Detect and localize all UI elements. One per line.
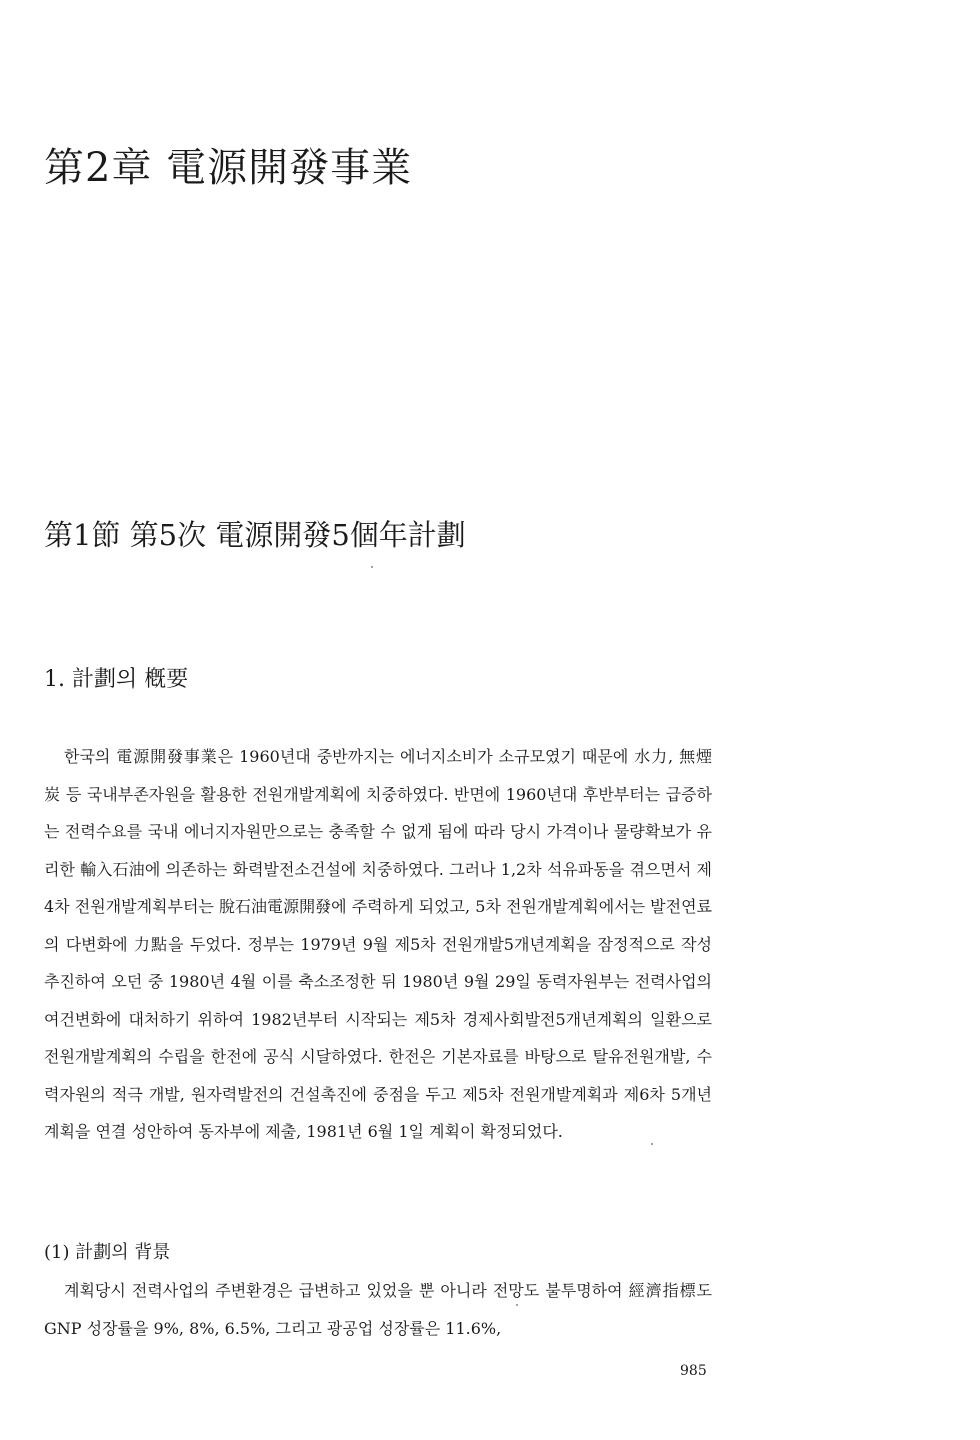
subsection-title: 1. 計劃의 槪要 bbox=[44, 667, 189, 692]
chapter-title: 第2章 電源開發事業 bbox=[44, 145, 413, 191]
scan-speck bbox=[371, 566, 373, 568]
section-title: 第1節 第5次 電源開發5個年計劃 bbox=[44, 518, 466, 552]
page-number: 985 bbox=[680, 1363, 707, 1379]
scan-speck bbox=[516, 1304, 518, 1306]
background-paragraph: 계획당시 전력사업의 주변환경은 급변하고 있었을 뿐 아니라 전망도 불투명하여 經濟指標도 GNP 성장률을 9%, 8%, 6.5%, 그리고 광공업 성장률은 11.6%, bbox=[44, 1281, 712, 1338]
scan-speck bbox=[651, 1143, 653, 1145]
overview-paragraph: 한국의 電源開發事業은 1960년대 중반까지는 에너지소비가 소규모였기 때문에 水力, 無煙炭 등 국내부존자원을 활용한 전원개발계획에 치중하였다. 반면에 1960년대 후반부터는 급증하는 전력수요를 국내 에너지자원만으로는 충족할 수 없게 됨에 따라 당시 가격이나 물량확보가 유리한 輸入石油에 의존하는 화력발전소건설에 치중하였다. 그러나 1,2차 석유파동을 겪으면서 제4차 전원개발계획부터는 脫石油電源開發에 주력하게 되었고, 5차 전원개발계획에서는 발전연료의 다변화에 力點을 두었다. 정부는 1979년 9월 제5차 전원개발5개년계획을 잠정적으로 작성 추진하여 오던 중 1980년 4월 이를 축소조정한 뒤 1980년 9월 29일 동력자원부는 전력사업의 여건변화에 대처하기 위하여 1982년부터 시작되는 제5차 경제사회발전5개년계획의 일환으로 전원개발계획의 수립을 한전에 공식 시달하였다. 한전은 기본자료를 바탕으로 탈유전원개발, 수력자원의 적극 개발, 원자력발전의 건설촉진에 중점을 두고 제5차 전원개발계획과 제6차 5개년계획을 연결 성안하여 동자부에 제출, 1981년 6월 1일 계획이 확정되었다. bbox=[44, 747, 712, 1141]
background-heading: (1) 計劃의 背景 bbox=[44, 1242, 171, 1263]
